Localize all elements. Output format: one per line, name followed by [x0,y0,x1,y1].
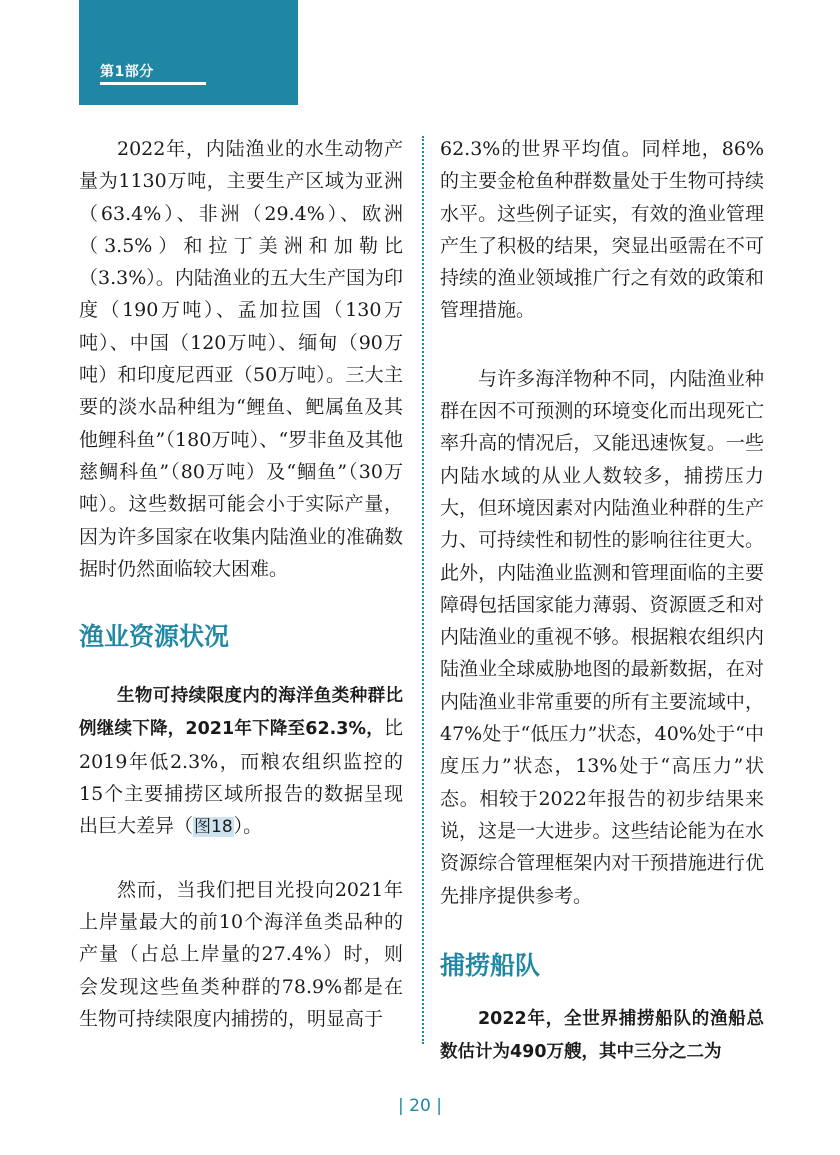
paragraph-marine-stocks-end: ）。 [233,815,263,838]
page-number: | 20 | [398,1096,442,1116]
heading-fishing-fleet: 捕捞船队 [440,950,541,980]
left-column [79,133,403,1035]
paragraph-fishing-fleet [440,1002,764,1069]
paragraph-marine-stocks-lead: 生物可持续限度内的海洋鱼类种群比例继续下降，2021年下降至62.3%， [79,686,403,740]
figure-18-link[interactable]: 图18 [194,817,233,838]
right-column [440,133,764,1068]
section-label: 第1部分 [100,64,154,80]
paragraph-top-ten-species: 然而，当我们把目光投向2021年上岸量最大的前10个海洋鱼类品种的产量（占总上岸量的27.4%）时，则会发现这些鱼类种群的78.9%都是在生物可持续限度内捕捞的，明显高于 [79,878,403,1030]
paragraph-marine-stocks [79,679,403,843]
paragraph-inland-stocks: 与许多海洋物种不同，内陆渔业种群在因不可预测的环境变化而出现死亡率升高的情况后，又能迅速恢复。一些内陆水域的从业人数较多，捕捞压力大，但环境因素对内陆渔业种群的生产力、可持续性和韧性的影响往往更大。此外，内陆渔业监测和管理面临的主要障碍包括国家能力薄弱、资源匮乏和对内陆渔业的重视不够。根据粮农组织内陆渔业全球威胁地图的最新数据，在对内陆渔业非常重要的所有主要流域中，47%处于“低压力”状态，40%处于“中度压力”状态，13%处于“高压力”状态。相较于2022年报告的初步结果来说，这是一大进步。这些结论能为在水资源综合管理框架内对干预措施进行优先排序提供参考。 [440,367,764,907]
paragraph-marine-stocks-body: 比2019年低2.3%，而粮农组织监控的15个主要捕捞区域所报告的数据呈现出巨大差异（ [79,717,403,838]
column-divider [422,136,424,1044]
section-label-underline [100,82,206,85]
paragraph-inland-fisheries: 2022年，内陆渔业的水生动物产量为1130万吨，主要生产区域为亚洲（63.4%）、非洲（29.4%）、欧洲（3.5%）和拉丁美洲和加勒比（3.3%）。内陆渔业的五大生产国为印度（190万吨）、孟加拉国（130万吨）、中国（120万吨）、缅甸（90万吨）和印度尼西亚（50万吨）。三大主要的淡水品种组为“鲤鱼、鲃属鱼及其他鲤科鱼”（180万吨）、“罗非鱼及其他慈鲷科鱼”（80万吨）及“鲴鱼”（30万吨）。这些数据可能会小于实际产量，因为许多国家在收集内陆渔业的准确数据时仍然面临较大困难。 [79,138,403,580]
section-tab [79,0,298,105]
heading-fishery-resources: 渔业资源状况 [79,622,230,652]
paragraph-tuna-stocks: 62.3%的世界平均值。同样地，86%的主要金枪鱼种群数量处于生物可持续水平。这些例子证实，有效的渔业管理产生了积极的结果，突显出亟需在不可持续的渔业领域推广行之有效的政策和管理措施。 [440,138,764,322]
paragraph-fishing-fleet-lead: 2022年，全世界捕捞船队的渔船总数估计为490万艘，其中三分之二为 [440,1008,764,1063]
